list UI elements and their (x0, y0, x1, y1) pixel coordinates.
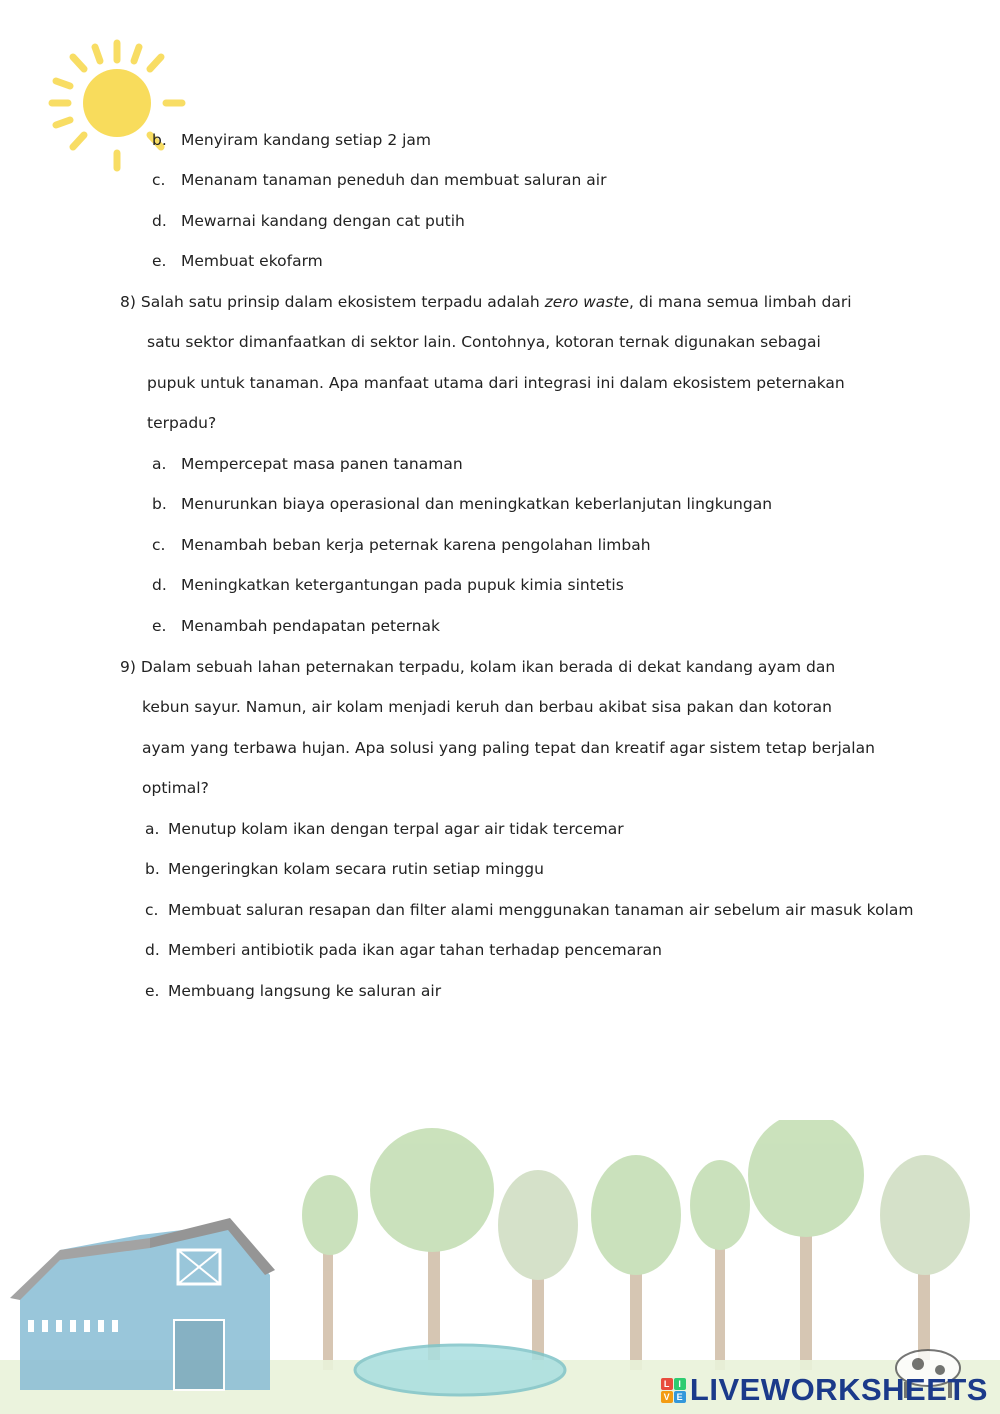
q7-option-d[interactable]: d. Mewarnai kandang dengan cat putih (152, 212, 465, 230)
q9-option-a[interactable]: a. Menutup kolam ikan dengan terpal agar air tidak tercemar (145, 820, 624, 838)
barn-icon (10, 1218, 275, 1390)
brand-name: LIVEWORKSHEETS (689, 1372, 988, 1407)
q9-stem-line-4: optimal? (142, 779, 209, 797)
pond (355, 1345, 565, 1395)
q8-option-c[interactable]: c. Menambah beban kerja peternak karena pengolahan limbah (152, 536, 651, 554)
q9-option-e[interactable]: e. Membuang langsung ke saluran air (145, 982, 442, 1000)
q9-stem-line-3: ayam yang terbawa hujan. Apa solusi yang paling tepat dan kreatif agar sistem tetap berjalan (142, 739, 875, 757)
q8-stem-line-2: satu sektor dimanfaatkan di sektor lain. Contohnya, kotoran ternak digunakan sebagai (147, 333, 821, 351)
q8-italic-term: zero waste (544, 293, 629, 311)
q8-option-b[interactable]: b. Menurunkan biaya operasional dan meningkatkan keberlanjutan lingkungan (152, 495, 773, 513)
q9-number: 9) (120, 658, 136, 676)
q7-option-c[interactable]: c. Menanam tanaman peneduh dan membuat saluran air (152, 171, 607, 189)
q8-stem-line-4: terpadu? (147, 414, 217, 432)
brand-squares-icon: L I V E (661, 1378, 686, 1403)
q9-stem-line-2: kebun sayur. Namun, air kolam menjadi keruh dan berbau akibat sisa pakan dan kotoran (142, 698, 832, 716)
q7-option-e[interactable]: e. Membuat ekofarm (152, 252, 323, 270)
q8-option-e[interactable]: e. Menambah pendapatan peternak (152, 617, 441, 635)
q8-option-a[interactable]: a. Mempercepat masa panen tanaman (152, 455, 463, 473)
liveworksheets-logo (661, 1372, 988, 1408)
tree-icon (302, 1120, 970, 1370)
q9-stem-line-1: 9) Dalam sebuah lahan peternakan terpadu, kolam ikan berada di dekat kandang ayam dan (120, 658, 836, 676)
q8-option-d[interactable]: d. Meningkatkan ketergantungan pada pupuk kimia sintetis (152, 576, 624, 594)
q8-number: 8) (120, 293, 136, 311)
q9-option-d[interactable]: d. Memberi antibiotik pada ikan agar tahan terhadap pencemaran (145, 941, 662, 959)
q9-option-b[interactable]: b. Mengeringkan kolam secara rutin setiap minggu (145, 860, 544, 878)
sun-icon (40, 35, 200, 175)
q8-stem-line-1: 8) Salah satu prinsip dalam ekosistem terpadu adalah zero waste, di mana semua limbah dari (120, 293, 852, 311)
farm-scenery-illustration (0, 1120, 1000, 1414)
q7-option-b[interactable]: b. Menyiram kandang setiap 2 jam (152, 131, 432, 149)
q8-stem-line-3: pupuk untuk tanaman. Apa manfaat utama dari integrasi ini dalam ekosistem peternakan (147, 374, 845, 392)
q9-option-c[interactable]: c. Membuat saluran resapan dan filter alami menggunakan tanaman air sebelum air masuk kolam (145, 901, 914, 919)
